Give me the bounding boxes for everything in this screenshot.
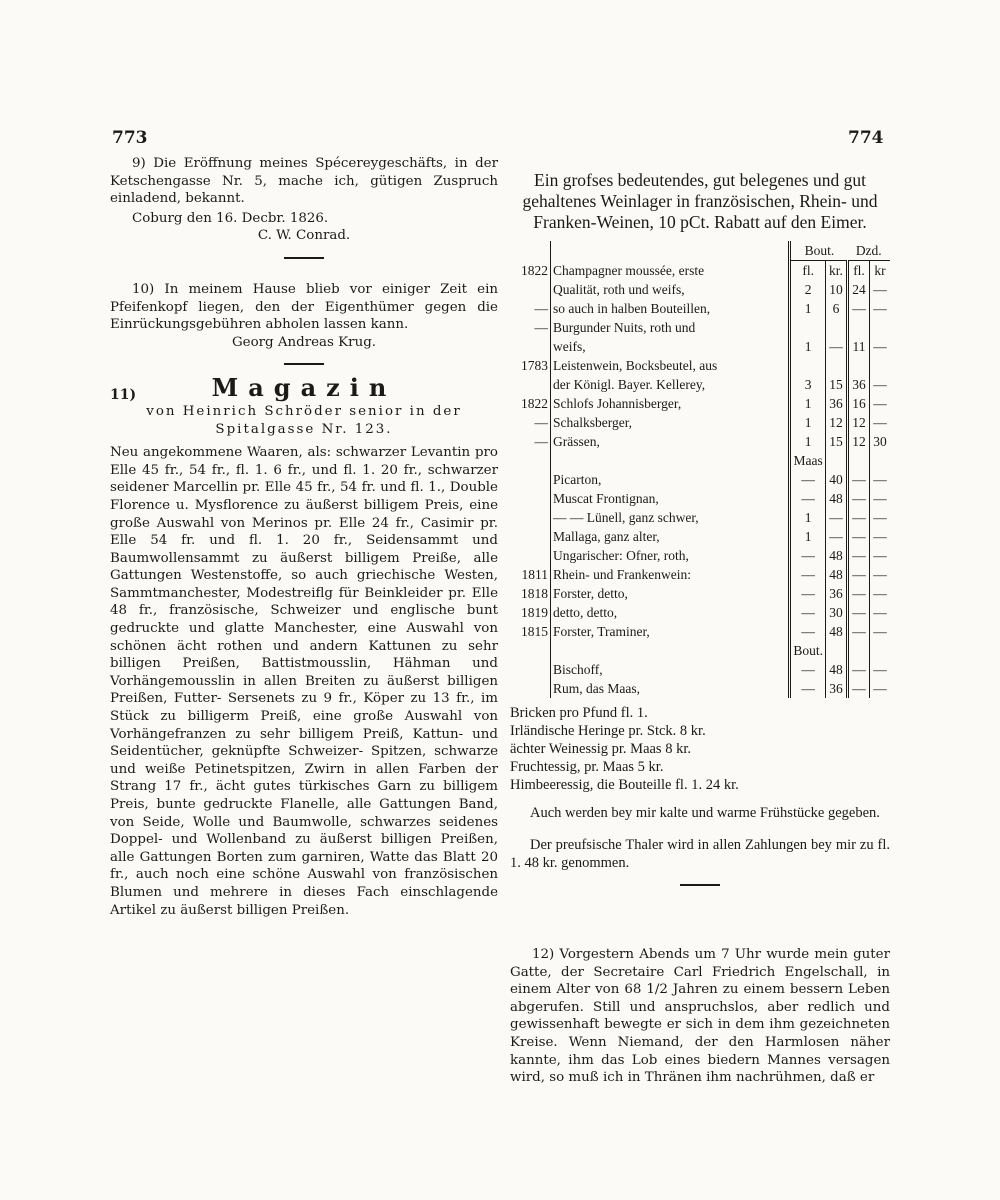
col-kr2: kr bbox=[874, 263, 886, 278]
price-bout-kr: 36 bbox=[826, 394, 848, 413]
price-bout-fl: — bbox=[790, 565, 826, 584]
price-dzd-kr: — bbox=[873, 624, 887, 639]
price-bout-fl: Maas bbox=[790, 451, 826, 470]
wine-row bbox=[510, 622, 890, 641]
price-dzd-fl: — bbox=[848, 679, 870, 698]
wine-year: — bbox=[510, 299, 551, 318]
price-dzd-kr: — bbox=[873, 282, 887, 297]
wine-year: 1815 bbox=[510, 622, 551, 641]
wine-name: Forster, detto, bbox=[551, 584, 790, 603]
extra-line: Himbeeressig, die Bouteille fl. 1. 24 kr. bbox=[510, 777, 739, 793]
wine-name: Mallaga, ganz alter, bbox=[551, 527, 790, 546]
price-dzd-kr bbox=[870, 356, 891, 375]
wine-name: Picarton, bbox=[551, 470, 790, 489]
wine-name: der Königl. Bayer. Kellerey, bbox=[551, 375, 790, 394]
col-bout: Bout. bbox=[790, 241, 848, 261]
wine-year bbox=[510, 527, 551, 546]
wine-row bbox=[510, 356, 890, 375]
wine-year bbox=[510, 641, 551, 660]
wine-year: — bbox=[510, 413, 551, 432]
price-dzd-fl bbox=[848, 356, 870, 375]
wine-year bbox=[510, 546, 551, 565]
price-bout-fl: 1 bbox=[790, 299, 826, 318]
wine-year: 1822 bbox=[510, 261, 551, 281]
separator-rule bbox=[284, 257, 324, 259]
price-bout-kr: 48 bbox=[826, 489, 848, 508]
wine-name: Champagner moussée, erste bbox=[551, 261, 790, 281]
wine-name: Burgunder Nuits, roth und bbox=[551, 318, 790, 337]
price-dzd-kr: — bbox=[873, 662, 887, 677]
price-dzd-fl bbox=[848, 641, 870, 660]
price-bout-kr: 15 bbox=[826, 375, 848, 394]
col-fl: fl. bbox=[790, 261, 826, 281]
notice-9-text: 9) Die Eröffnung meines Spécereygeschäfts, in der Ketschengasse Nr. 5, mache ich, gütigen Zuspruch einladend, bekannt. bbox=[110, 156, 498, 207]
price-bout-kr bbox=[826, 641, 848, 660]
price-dzd-fl: — bbox=[848, 660, 870, 679]
price-dzd-fl bbox=[848, 318, 870, 337]
price-dzd-kr: 30 bbox=[873, 434, 887, 449]
wine-year bbox=[510, 375, 551, 394]
price-dzd-kr: — bbox=[873, 529, 887, 544]
wine-row bbox=[510, 489, 890, 508]
wine-row bbox=[510, 470, 890, 489]
extra-line: Irländische Heringe pr. Stck. 8 kr. bbox=[510, 723, 706, 739]
wine-row bbox=[510, 451, 890, 470]
price-dzd-fl: 16 bbox=[848, 394, 870, 413]
wine-name: Rum, das Maas, bbox=[551, 679, 790, 698]
wine-year bbox=[510, 470, 551, 489]
col-fl2: fl. bbox=[848, 261, 870, 281]
price-bout-kr: 36 bbox=[826, 584, 848, 603]
price-dzd-kr: — bbox=[873, 301, 887, 316]
wine-year bbox=[510, 280, 551, 299]
price-dzd-kr: — bbox=[873, 510, 887, 525]
price-bout-kr: 6 bbox=[826, 299, 848, 318]
price-dzd-fl: 24 bbox=[848, 280, 870, 299]
price-bout-fl: — bbox=[790, 603, 826, 622]
price-bout-kr: 48 bbox=[826, 565, 848, 584]
wine-name bbox=[551, 451, 790, 470]
price-bout-kr: 15 bbox=[826, 432, 848, 451]
wine-year bbox=[510, 489, 551, 508]
wine-name: weifs, bbox=[551, 337, 790, 356]
wine-row bbox=[510, 584, 890, 603]
extra-line: ächter Weinessig pr. Maas 8 kr. bbox=[510, 741, 691, 757]
notice-11-number: 11) bbox=[110, 387, 137, 404]
price-dzd-kr: — bbox=[873, 396, 887, 411]
price-dzd-fl: 11 bbox=[848, 337, 870, 356]
price-bout-fl: 1 bbox=[790, 432, 826, 451]
price-dzd-fl: — bbox=[848, 565, 870, 584]
price-bout-kr: 40 bbox=[826, 470, 848, 489]
price-bout-kr: — bbox=[826, 508, 848, 527]
wine-row bbox=[510, 337, 890, 356]
price-bout-kr: 12 bbox=[826, 413, 848, 432]
wine-name: Bischoff, bbox=[551, 660, 790, 679]
price-dzd-fl: 12 bbox=[848, 432, 870, 451]
wine-row bbox=[510, 508, 890, 527]
wine-year bbox=[510, 451, 551, 470]
price-bout-kr: 48 bbox=[826, 660, 848, 679]
wine-row bbox=[510, 603, 890, 622]
wine-name: Qualität, roth und weifs, bbox=[551, 280, 790, 299]
price-dzd-kr: — bbox=[873, 586, 887, 601]
wine-name: Forster, Traminer, bbox=[551, 622, 790, 641]
wine-name: Rhein- und Frankenwein: bbox=[551, 565, 790, 584]
magazin-body: Neu angekommene Waaren, als: schwarzer Levantin pro Elle 45 fr., 54 fr., fl. 1. 6 fr., und fl. 1. 20 fr., schwarzer seidener Marcellin pr. Elle 45 fr., 54 fr. und fl. 1., Double Florence u. Mysflorence zu äußerst billigem Preis, eine große Auswahl von Merinos pr. Elle 24 fr., Casimir pr. Elle 54 fr. und fl. 1. 20 fr., Seidensammt und Baumwollensammt zu äußerst billigem Preiße, alle Gattungen Westenstoffe, so auch griechische Westen, Sammtmanchester, Modestreiflg für Beinkleider pr. Elle 48 fr., französische, Schweizer und englische bunt gedruckte und glatte Manchester, eine Auswahl von schönen ächt rothen und andern Kattunen zu sehr billigen Preißen, Battistmousslin, Hähman und Vorhängemousslin in allen Breiten zu äußerst billigen Preißen, Futter- Sersenets zu 9 fr., Köper zu 13 fr., im Stück zu billigerm Preiß, eine große Auswahl von Vorhängefranzen zu sehr billigem Preiß, Kattun- und Seidentücher, geknüpfte Schweizer- Spitzen, schwarze und weiße Petinetspitzen, Zwirn in allen Farben der Strang 17 fr., ächt gutes türkisches Garn zu billigem Preis, bunte gedruckte Flanelle, alle Gattungen Band, von Seide, Wolle und Baumwolle, schwarzes seidenes Doppel- und Wollenband zu äußerst billigen Preißen, alle Gattungen Borten zum garniren, Watte das Blatt 20 fr., auch noch eine schöne Auswahl von französischen Blumen und mehrere in dieses Fach einschlagende Artikel zu äußerst billigen Preißen. bbox=[110, 445, 498, 918]
price-bout-fl: 1 bbox=[790, 527, 826, 546]
wine-name: Schalksberger, bbox=[551, 413, 790, 432]
wine-row bbox=[510, 318, 890, 337]
wine-row bbox=[510, 280, 890, 299]
price-dzd-kr: — bbox=[873, 567, 887, 582]
price-bout-fl: Bout. bbox=[790, 641, 826, 660]
price-dzd-kr: — bbox=[873, 681, 887, 696]
price-dzd-fl: — bbox=[848, 546, 870, 565]
wine-year: 1783 bbox=[510, 356, 551, 375]
price-dzd-kr: — bbox=[873, 605, 887, 620]
wine-year: — bbox=[510, 318, 551, 337]
wine-row bbox=[510, 413, 890, 432]
col-kr: kr. bbox=[826, 261, 848, 281]
price-bout-kr: 48 bbox=[826, 622, 848, 641]
price-dzd-fl bbox=[848, 451, 870, 470]
wine-price-table bbox=[510, 241, 890, 698]
separator-rule bbox=[284, 363, 324, 365]
notice-10-text: 10) In meinem Hause blieb vor einiger Zeit ein Pfeifenkopf liegen, den der Eigenthümer gegen die Einrückungsgebühren abholen lassen kann. bbox=[110, 281, 498, 333]
price-dzd-kr bbox=[870, 318, 891, 337]
price-dzd-kr bbox=[870, 451, 891, 470]
price-bout-fl: — bbox=[790, 660, 826, 679]
price-dzd-fl: — bbox=[848, 527, 870, 546]
price-bout-fl: — bbox=[790, 584, 826, 603]
wine-year bbox=[510, 679, 551, 698]
wine-year: — bbox=[510, 432, 551, 451]
extra-prices bbox=[510, 704, 890, 886]
wine-row bbox=[510, 546, 890, 565]
extra-line: Fruchtessig, pr. Maas 5 kr. bbox=[510, 759, 664, 775]
price-dzd-kr: — bbox=[873, 548, 887, 563]
price-bout-fl: 1 bbox=[790, 394, 826, 413]
breakfast-note: Auch werden bey mir kalte und warme Frühstücke gegeben. bbox=[530, 805, 880, 821]
col-dzd: Dzd. bbox=[848, 241, 891, 261]
price-bout-fl bbox=[790, 318, 826, 337]
wine-year bbox=[510, 660, 551, 679]
thaler-note: Der preufsische Thaler wird in allen Zahlungen bey mir zu fl. 1. 48 kr. genommen. bbox=[510, 837, 890, 871]
price-bout-fl: 1 bbox=[790, 337, 826, 356]
price-dzd-kr bbox=[870, 641, 891, 660]
wine-year: 1819 bbox=[510, 603, 551, 622]
wine-row bbox=[510, 299, 890, 318]
wine-name: Leistenwein, Bocksbeutel, aus bbox=[551, 356, 790, 375]
price-bout-fl: 1 bbox=[790, 413, 826, 432]
wine-year bbox=[510, 508, 551, 527]
notice-9-date: Coburg den 16. Decbr. 1826. bbox=[132, 210, 329, 226]
wine-name: — — Lünell, ganz schwer, bbox=[551, 508, 790, 527]
price-bout-kr: — bbox=[826, 337, 848, 356]
wine-name: Grässen, bbox=[551, 432, 790, 451]
wine-name bbox=[551, 641, 790, 660]
price-dzd-kr: — bbox=[873, 472, 887, 487]
price-dzd-fl: — bbox=[848, 489, 870, 508]
wine-row bbox=[510, 679, 890, 698]
price-bout-kr: 10 bbox=[826, 280, 848, 299]
price-dzd-fl: — bbox=[848, 603, 870, 622]
price-bout-fl: — bbox=[790, 470, 826, 489]
price-dzd-fl: — bbox=[848, 584, 870, 603]
wine-row bbox=[510, 660, 890, 679]
price-bout-kr: 36 bbox=[826, 679, 848, 698]
wine-row bbox=[510, 394, 890, 413]
magazin-title: Magazin bbox=[211, 373, 397, 403]
price-dzd-fl: — bbox=[848, 622, 870, 641]
wine-row bbox=[510, 641, 890, 660]
wine-row bbox=[510, 375, 890, 394]
notice-10-signature: Georg Andreas Krug. bbox=[231, 334, 377, 350]
wine-year: 1818 bbox=[510, 584, 551, 603]
wine-year bbox=[510, 337, 551, 356]
wine-name: so auch in halben Bouteillen, bbox=[551, 299, 790, 318]
price-bout-fl: — bbox=[790, 489, 826, 508]
notice-12-text: 12) Vorgestern Abends um 7 Uhr wurde mein guter Gatte, der Secretaire Carl Friedrich Engelschall, in einem Alter von 68 1/2 Jahren zu einem bessern Leben abgerufen. Still und anspruchslos, aber redlich und gewissenhaft bewegte er sich in dem ihm gezeichneten Kreise. Wenn Niemand, der den Harmlosen näher kannte, ihm das Lob eines biedern Mannes versagen wird, so muß ich in Thränen ihm nachrühmen, daß er bbox=[510, 947, 890, 1086]
price-bout-fl: — bbox=[790, 622, 826, 641]
price-bout-fl: — bbox=[790, 679, 826, 698]
wine-name: Muscat Frontignan, bbox=[551, 489, 790, 508]
page-number-right: 774 bbox=[848, 128, 884, 148]
price-bout-fl: 3 bbox=[790, 375, 826, 394]
price-bout-kr bbox=[826, 451, 848, 470]
price-dzd-fl: 12 bbox=[848, 413, 870, 432]
wine-year: 1811 bbox=[510, 565, 551, 584]
price-bout-kr bbox=[826, 318, 848, 337]
right-column bbox=[510, 170, 890, 1100]
price-bout-kr bbox=[826, 356, 848, 375]
extra-line: Bricken pro Pfund fl. 1. bbox=[510, 705, 648, 721]
price-bout-fl: 2 bbox=[790, 280, 826, 299]
wine-row bbox=[510, 432, 890, 451]
price-bout-fl: — bbox=[790, 546, 826, 565]
price-dzd-kr: — bbox=[873, 491, 887, 506]
left-column bbox=[110, 155, 498, 919]
notice-9-signature: C. W. Conrad. bbox=[257, 228, 351, 244]
wine-name: Schlofs Johannisberger, bbox=[551, 394, 790, 413]
wine-name: detto, detto, bbox=[551, 603, 790, 622]
price-dzd-kr: — bbox=[873, 377, 887, 392]
page-number-left: 773 bbox=[112, 128, 148, 148]
wine-row bbox=[510, 527, 890, 546]
magazin-subtitle-1: von Heinrich Schröder senior in der bbox=[146, 403, 462, 419]
magazin-subtitle-2: Spitalgasse Nr. 123. bbox=[215, 421, 393, 437]
price-dzd-fl: — bbox=[848, 299, 870, 318]
wine-heading: Ein grofses bedeutendes, gut belegenes und gut gehaltenes Weinlager in französischen, Rhein- und Franken-Weinen, 10 pCt. Rabatt auf den Eimer. bbox=[522, 170, 878, 232]
price-dzd-kr: — bbox=[873, 339, 887, 354]
price-dzd-fl: — bbox=[848, 508, 870, 527]
price-bout-kr: 30 bbox=[826, 603, 848, 622]
wine-name: Ungarischer: Ofner, roth, bbox=[551, 546, 790, 565]
price-dzd-fl: 36 bbox=[848, 375, 870, 394]
wine-year: 1822 bbox=[510, 394, 551, 413]
price-dzd-kr: — bbox=[873, 415, 887, 430]
price-bout-kr: — bbox=[826, 527, 848, 546]
price-bout-kr: 48 bbox=[826, 546, 848, 565]
price-bout-fl: 1 bbox=[790, 508, 826, 527]
wine-row bbox=[510, 565, 890, 584]
separator-rule bbox=[680, 884, 720, 886]
price-dzd-fl: — bbox=[848, 470, 870, 489]
price-bout-fl bbox=[790, 356, 826, 375]
